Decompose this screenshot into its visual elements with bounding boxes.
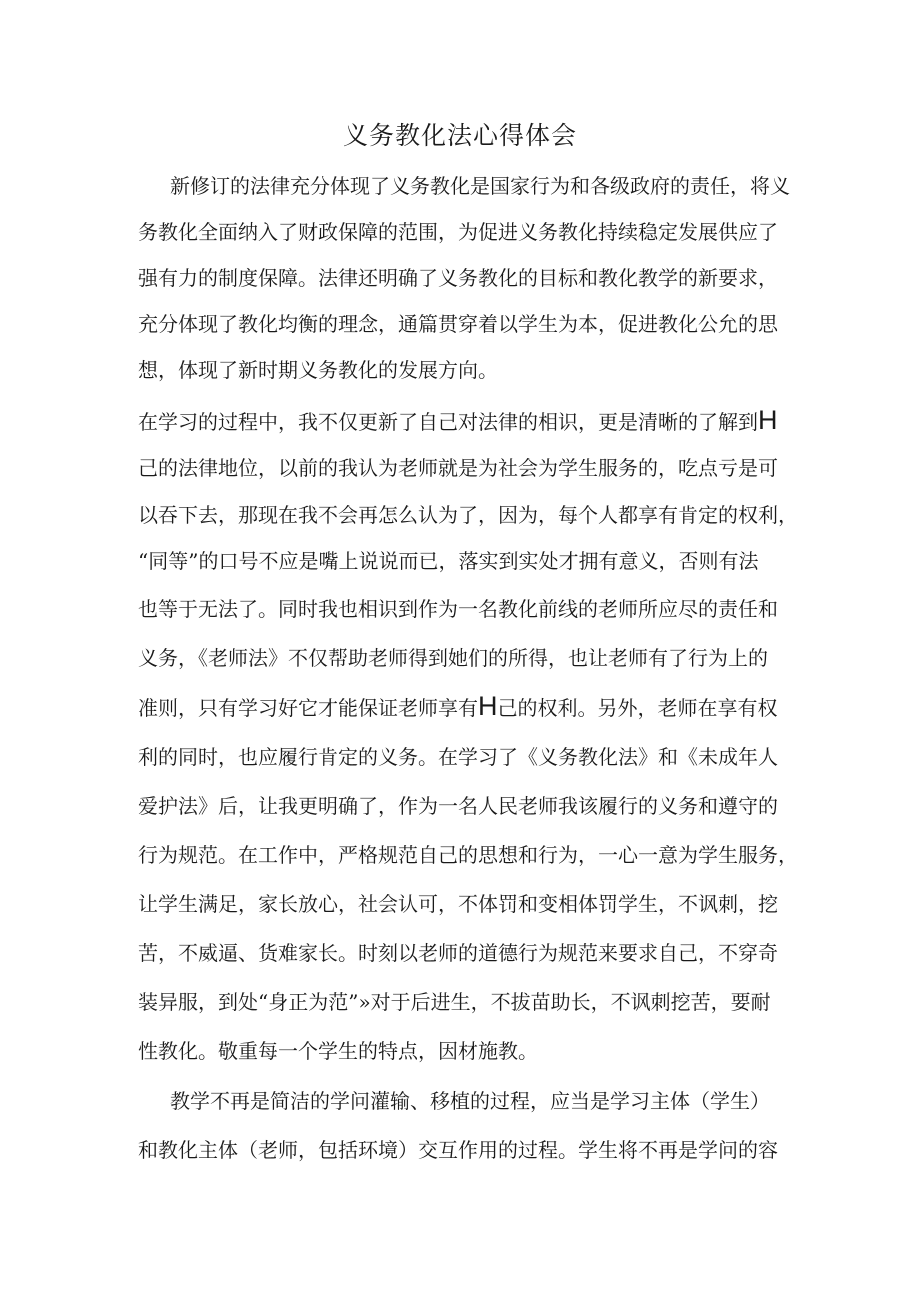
paragraph-line: 以吞下去，那现在我不会再怎么认为了，因为，每个人都享有肯定的权利， — [138, 503, 798, 527]
scan-artifact-glyph: H — [758, 405, 778, 435]
paragraph-line — [138, 406, 798, 438]
paragraph-line: 强有力的制度保障。法律还明确了义务教化的目标和教化教学的新要求， — [138, 266, 778, 290]
paragraph-line: 利的同时，也应履行肯定的义务。在学习了《义务教化法》和《未成年人 — [138, 745, 778, 769]
paragraph-line: 装异服，到处“身正为范”»对于后进生，不拔苗助长，不讽刺挖苦，要耐 — [138, 990, 771, 1014]
paragraph-line: 教学不再是简洁的学问灌输、移植的过程，应当是学习主体（学生） — [170, 1089, 770, 1113]
paragraph-line: 行为规范。在工作中，严格规范自己的思想和行为，一心一意为学生服务， — [138, 843, 798, 867]
line-text: 在学习的过程中，我不仅更新了自己对法律的相识，更是清晰的了解到 — [138, 410, 758, 434]
paragraph-line: 新修订的法律充分体现了义务教化是国家行为和各级政府的责任，将义 — [170, 174, 790, 198]
paragraph-line: 和教化主体（老师，包括环境）交互作用的过程。学生将不再是学问的容 — [138, 1138, 778, 1162]
scan-artifact-glyph: H — [478, 691, 498, 721]
paragraph-line: 让学生满足，家长放心，社会认可，不体罚和变相体罚学生，不讽刺，挖 — [138, 892, 778, 916]
paragraph-line: “同等”的口号不应是嘴上说说而已，落实到实处才拥有意义，否则有法 — [138, 549, 759, 573]
paragraph-line: 爱护法》后，让我更明确了，作为一名人民老师我该履行的义务和遵守的 — [138, 794, 778, 818]
paragraph-line: 义务，《老师法》不仅帮助老师得到她们的所得，也让老师有了行为上的 — [138, 646, 768, 670]
line-text: 准则，只有学习好它才能保证老师享有 — [138, 696, 478, 720]
paragraph-line: 想，体现了新时期义务教化的发展方向。 — [138, 358, 498, 382]
paragraph-line: 务教化全面纳入了财政保障的范围，为促进义务教化持续稳定发展供应了 — [138, 220, 778, 244]
document-title: 义务教化法心得体会 — [342, 121, 577, 150]
paragraph-line: 充分体现了教化均衡的理念，通篇贯穿着以学生为本，促进教化公允的思 — [138, 312, 778, 336]
paragraph-line: 苦，不威逼、货难家长。时刻以老师的道德行为规范来要求自己，不穿奇 — [138, 941, 778, 965]
paragraph-line: 也等于无法了。同时我也相识到作为一名教化前线的老师所应尽的责任和 — [138, 597, 778, 621]
line-text: 己的权利。另外，老师在享有权 — [497, 696, 778, 720]
paragraph-line: 性教化。敬重每一个学生的特点，因材施教。 — [138, 1039, 538, 1063]
paragraph-line — [138, 692, 798, 724]
paragraph-line: 己的法律地位，以前的我认为老师就是为社会为学生服务的，吃点亏是可 — [138, 456, 778, 480]
